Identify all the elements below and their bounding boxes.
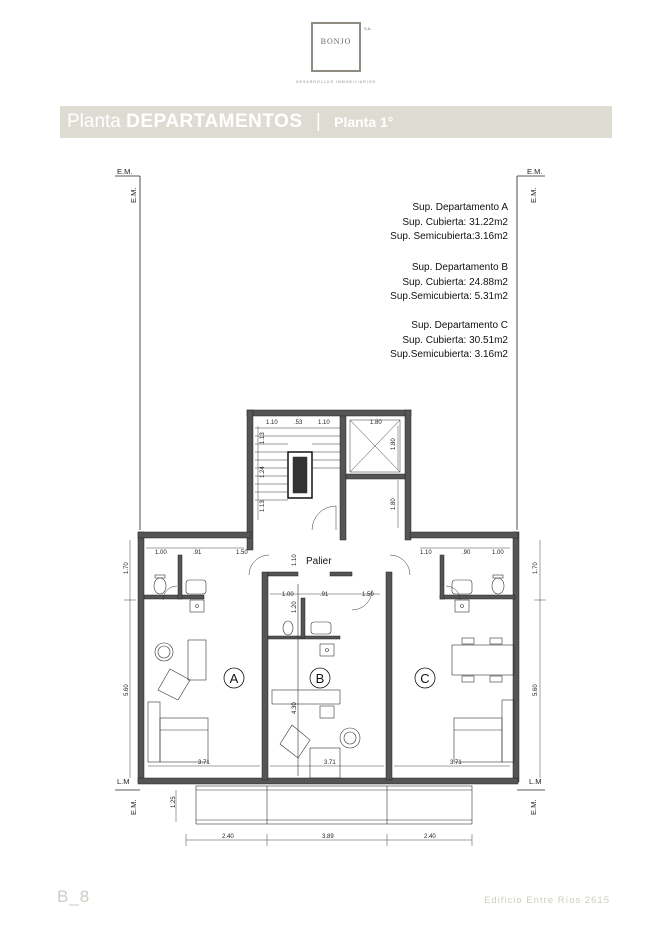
unit-a-label: A [229,671,239,686]
dimension-texts [124,420,539,840]
dim-text: 1.13 [260,500,266,512]
brand-suffix: S.A. [364,26,372,31]
page-number: B_8 [57,887,91,906]
dim-text: 1.25 [171,796,177,808]
dim-text: 3.71 [198,760,210,766]
area-a-semi: Sup. Semicubierta:3.16m2 [390,231,508,242]
area-b-title: Sup. Departamento B [411,262,508,273]
dim-text: 3.71 [450,760,462,766]
unit-c-label: C [420,671,430,686]
dim-text: 1.20 [292,601,298,613]
dim-text: 4.30 [292,702,298,714]
em-label-top-right: E.M. [527,167,543,176]
furniture [148,584,514,778]
area-b-covered: Sup. Cubierta: 24.88m2 [402,276,508,288]
em-vertical-bottom-right: E.M. [529,799,538,815]
staircase [255,420,400,500]
dim-text: 2.40 [222,834,234,840]
title-subtitle: Planta 1° [334,114,394,130]
dim-text: 1.10 [420,550,432,556]
dim-text: 1.10 [292,554,298,566]
em-vertical-top-right: E.M. [529,187,538,203]
dim-text: 1.10 [266,420,278,426]
em-vertical-bottom-left: E.M. [129,799,138,815]
dim-text: 1.50 [236,550,248,556]
title-bold: DEPARTAMENTOS [126,111,303,132]
dim-text: 3.89 [322,834,334,840]
dim-text: 1.24 [260,466,266,478]
area-c-covered: Sup. Cubierta: 30.51m2 [402,334,508,346]
dim-text: 5.60 [533,684,539,696]
dim-text: .53 [294,420,303,426]
em-vertical-top-left: E.M. [129,187,138,203]
dim-text: 1.70 [533,562,539,574]
area-b-semi: Sup.Semicubierta: 5.31m2 [390,291,508,302]
dim-text: 1.80 [391,438,397,450]
dim-text: 1.80 [370,420,382,426]
title-light: Planta [67,111,121,132]
dim-text: 1.70 [124,562,130,574]
brand-tagline: DESARROLLOS INMOBILIARIOS [296,80,376,84]
walls [138,410,519,784]
brand-name: BONJO [320,37,352,46]
dim-text: 1.00 [155,550,167,556]
area-a-title: Sup. Departamento A [412,202,508,213]
dim-text: 5.60 [124,684,130,696]
area-a-covered: Sup. Cubierta: 31.22m2 [402,216,508,228]
dim-text: .90 [462,550,471,556]
balcony [196,786,472,824]
dim-text: 2.40 [424,834,436,840]
title-separator: | [315,111,321,132]
palier-label: Palier [306,556,332,567]
footer-text: Edificio Entre Ríos 2615 [484,895,610,906]
dim-text: .91 [320,592,329,598]
lm-label-right: L.M [529,777,542,786]
dim-text: 3.71 [324,760,336,766]
dim-text: 1.00 [282,592,294,598]
area-c-title: Sup. Departamento C [411,320,508,331]
dim-text: 1.80 [391,498,397,510]
unit-b-label: B [315,671,325,686]
area-c-semi: Sup.Semicubierta: 3.16m2 [390,349,508,360]
dim-text: .91 [193,550,202,556]
dim-text: 1.50 [362,592,374,598]
dim-text: 1.10 [318,420,330,426]
unit-markers [224,668,435,688]
em-label-top-left: E.M. [117,167,133,176]
dim-text: 1.13 [260,432,266,444]
dim-text: 1.00 [492,550,504,556]
lm-label-left: L.M [117,777,130,786]
